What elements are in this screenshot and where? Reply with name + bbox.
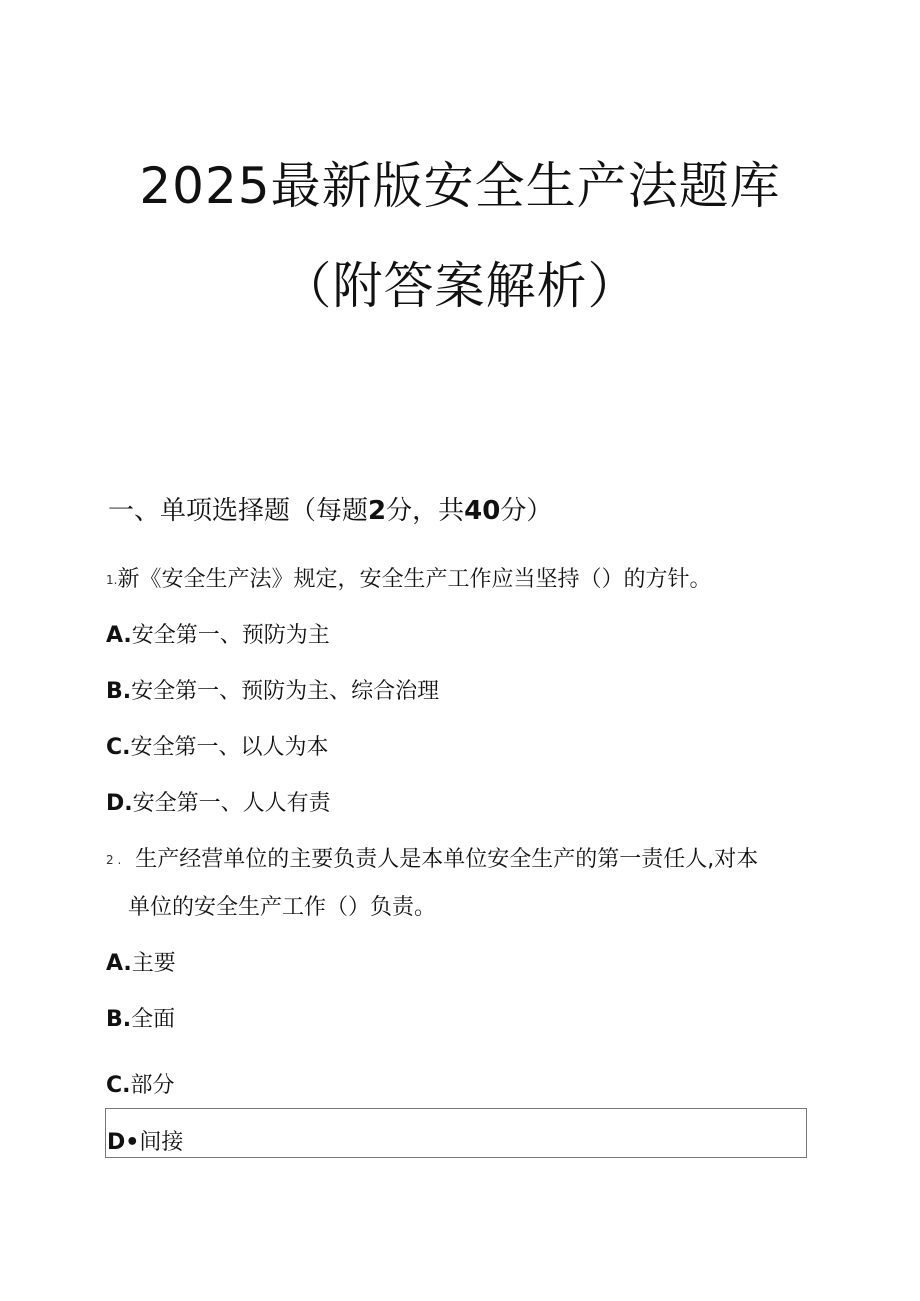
question-2-option-b <box>106 1002 175 1033</box>
question-2-option-a <box>106 946 176 977</box>
option-text: 安全第一、预防为主、综合治理 <box>131 679 440 704</box>
question-2-option-d-box <box>105 1108 807 1158</box>
option-letter: B. <box>106 679 132 704</box>
question-2-option-c <box>106 1068 175 1099</box>
option-letter: D. <box>106 791 133 816</box>
option-text: 安全第一、预防为主 <box>131 623 330 648</box>
option-text: 安全第一、人人有责 <box>132 791 331 816</box>
question-2 <box>106 842 758 873</box>
question-2-number: 2 . <box>106 853 122 867</box>
question-1-number: 1. <box>106 573 118 587</box>
document-title-line2: （附答案解析） <box>281 257 639 315</box>
option-letter: B. <box>106 1007 132 1032</box>
question-1-option-c <box>106 730 329 761</box>
section-heading <box>108 490 552 527</box>
section-heading-suffix: 分） <box>500 496 553 526</box>
question-1-text: 新《安全生产法》规定，安全生产工作应当坚持（）的方针。 <box>117 567 712 592</box>
question-1-option-b <box>106 674 439 705</box>
option-text: 全面 <box>131 1007 176 1032</box>
question-2-text-line1: 生产经营单位的主要负责人是本单位安全生产的第一责任人,对本 <box>135 847 759 872</box>
option-letter: C. <box>106 1073 131 1098</box>
option-letter: A. <box>106 951 132 976</box>
section-heading-points: 2 <box>368 496 387 526</box>
option-letter: A. <box>106 623 132 648</box>
option-letter: D• <box>107 1130 140 1155</box>
option-text: 主要 <box>131 951 176 976</box>
section-heading-total: 40 <box>464 496 501 526</box>
question-2-text-line2: 单位的安全生产工作（）负责。 <box>128 895 437 920</box>
question-2-option-d <box>107 1125 183 1156</box>
section-heading-middle: 分，共 <box>386 496 465 526</box>
option-text: 部分 <box>130 1073 175 1098</box>
option-text: 安全第一、以人为本 <box>130 735 329 760</box>
section-heading-prefix: 一、单项选择题（每题 <box>108 496 369 526</box>
option-text: 间接 <box>139 1130 184 1155</box>
question-1-option-d <box>106 786 331 817</box>
question-1 <box>106 562 711 593</box>
option-letter: C. <box>106 735 131 760</box>
document-title-line1: 2025最新版安全生产法题库 <box>139 157 781 215</box>
question-1-option-a <box>106 618 330 649</box>
